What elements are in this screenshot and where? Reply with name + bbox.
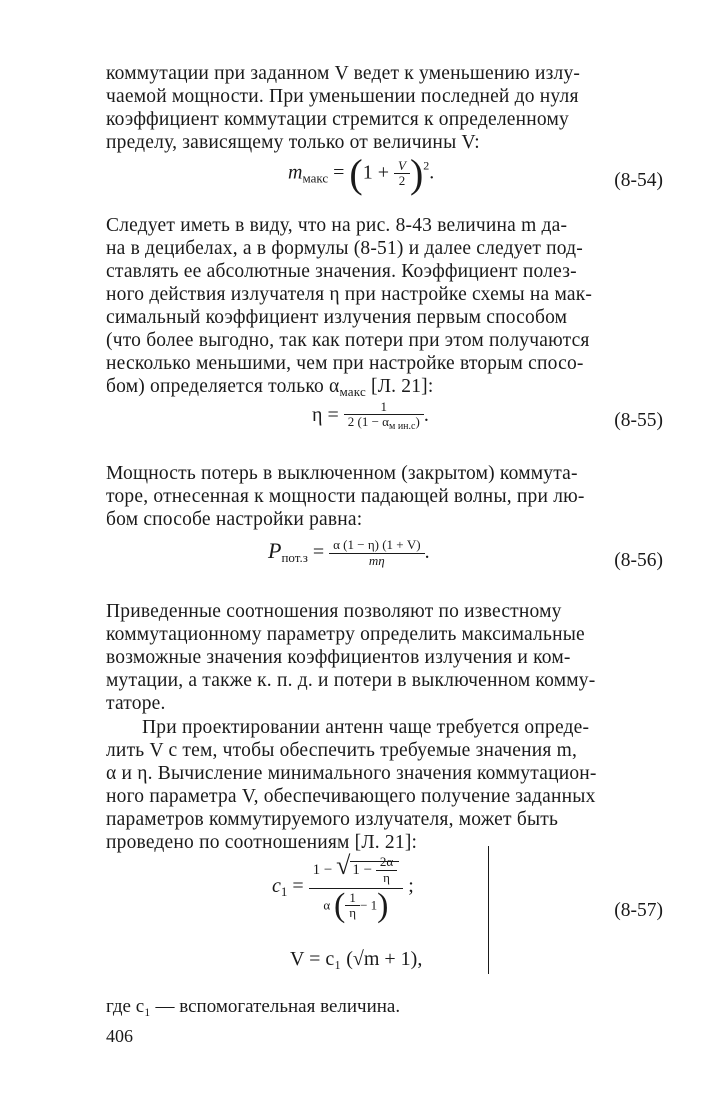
fraction-ploss: $\frac{\alpha (1 - \eta) (1 + V)}{m\eta}$ <box>329 538 424 568</box>
equation-8-55: η = $\frac{1}{2 (1 - \alpha_{м ин.с})}$ . <box>312 399 429 433</box>
right-paren: ) <box>409 151 424 196</box>
equation-number-8-57: (8-57) <box>614 900 663 921</box>
equation-8-57-c1: $c_1$ = 1 − √ 1 − $\frac{2\alpha}{\eta}$ α ( $\frac{1}{\eta}$ − 1) ; <box>272 851 414 924</box>
footer-note: где c₁ — вспомогательная величина. <box>106 996 401 1017</box>
page-number: 406 <box>106 1026 133 1046</box>
fraction-c1: 1 − √ 1 − $\frac{2\alpha}{\eta}$ α ( $\frac{1}{\eta}$ − 1) <box>309 852 404 923</box>
equation-8-57-v: V = c₁ (√m + 1), <box>290 948 423 970</box>
left-paren: ( <box>349 151 363 196</box>
equation-number-8-56: (8-56) <box>614 550 663 571</box>
paragraph-3: Мощность потерь в выключенном (закрытом) коммута- торе, отнесенная к мощности падающей волны, при лю- бом способе настройки равна: <box>106 463 585 530</box>
equation-number-8-54: (8-54) <box>614 170 663 191</box>
paragraph-5: При проектировании антенн чаще требуется опреде- лить V с тем, чтобы обеспечить требуемые значения m, α и η. Вычисление минимального значения коммутацион- ного параметра V, обеспечивающего получение заданных параметров коммутируемого излучателя, может быть проведено по соотношениям [Л. 21]: <box>106 717 597 853</box>
paragraph-4: Приведенные соотношения позволяют по известному коммутационному параметру определить максимальные возможные значения коэффициентов излучения и ком- мутации, а также к. п. д. и потери в выключенном комму- таторе. <box>106 601 596 714</box>
equation-8-54: $m_{макс} = (1$ + $\frac{V}{2}$ )$^2$. <box>288 151 435 196</box>
fraction-eta: $\frac{1}{2 (1 - \alpha_{м ин.с})}$ <box>344 400 424 433</box>
equation-8-56: $P_{пот.з}$ = $\frac{\alpha (1 - \eta) (1 + V)}{m\eta}$ . <box>268 537 430 568</box>
fraction-v-over-2: $\frac{V}{2}$ <box>394 159 410 189</box>
right-brace <box>478 846 489 974</box>
paragraph-1: коммутации при заданном V ведет к уменьшению излу- чаемой мощности. При уменьшении последней до нуля коэффициент коммутации стремится к определенному пределу, зависящему только от величины V: <box>106 63 581 153</box>
paragraph-2: Следует иметь в виду, что на рис. 8-43 величина m да- на в децибелах, а в формулы (8-51) и далее следует под- ставлять ее абсолютные значения. Коэффициент полез- ного действия излучателя η при настройке схемы на мак- симальный коэффициент излучения первым способом (что более выгодно, так как потери при этом получаются несколько меньшими, чем при настройке вторым спосо- бом) определяется только $\alpha_{макс}$ [Л. 21]: <box>106 215 593 399</box>
equation-number-8-55: (8-55) <box>614 410 663 431</box>
